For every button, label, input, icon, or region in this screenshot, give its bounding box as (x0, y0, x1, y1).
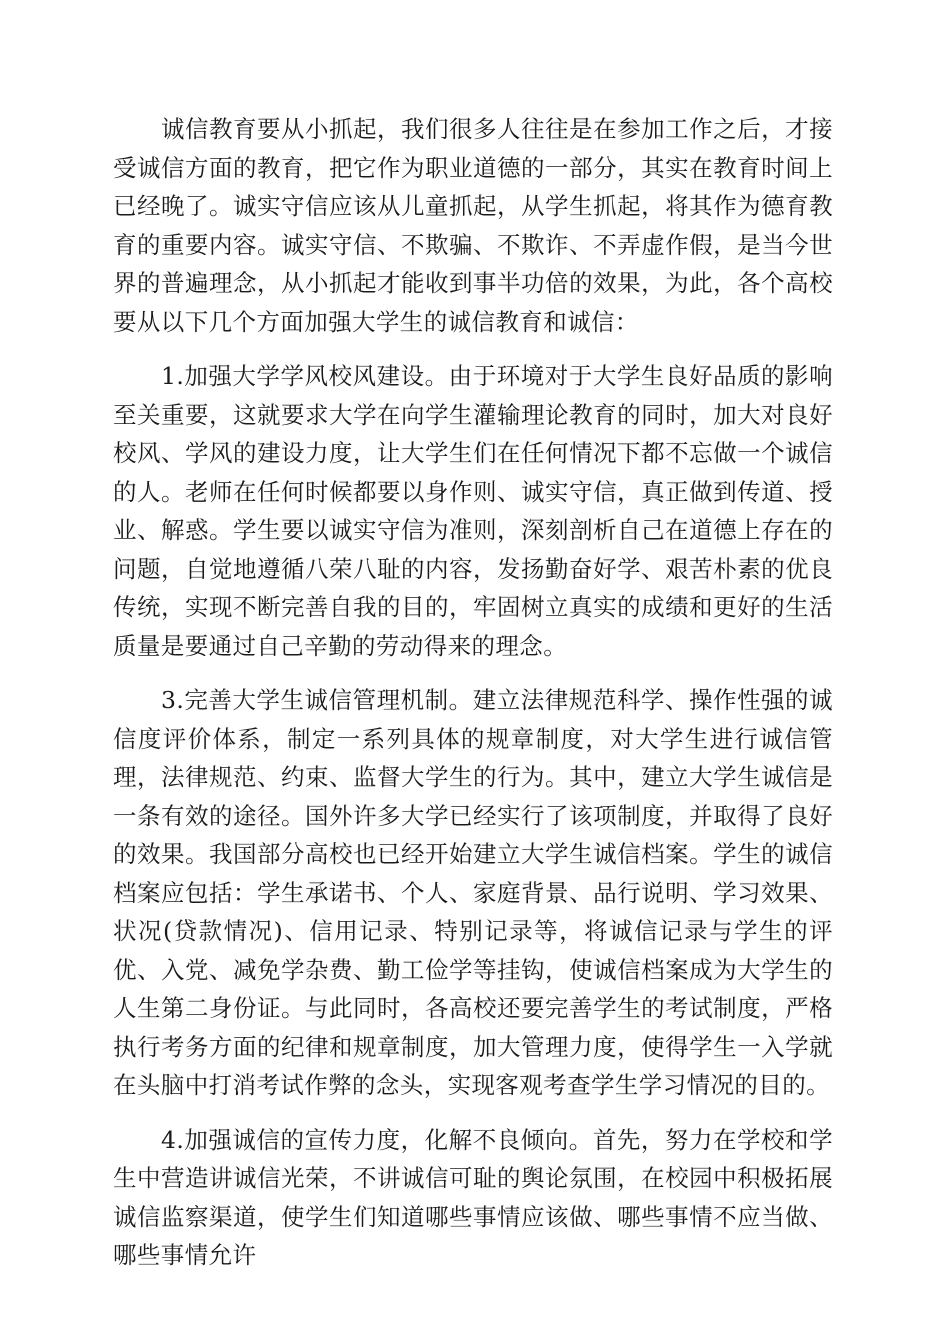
document-body (113, 110, 833, 1291)
paragraph-item-1: 1.加强大学学风校风建设。由于环境对于大学生良好品质的影响至关重要，这就要求大学在向学生灌输理论教育的同时，加大对良好校风、学风的建设力度，让大学生们在任何情况下都不忘做一个诚信的人。老师在任何时候都要以身作则、诚实守信，真正做到传道、授业、解惑。学生要以诚实守信为准则，深刻剖析自己在道德上存在的问题，自觉地遵循八荣八耻的内容，发扬勤奋好学、艰苦朴素的优良传统，实现不断完善自我的目的，牢固树立真实的成绩和更好的生活质量是要通过自己辛勤的劳动得来的理念。 (113, 362, 833, 660)
paragraph-intro: 诚信教育要从小抓起，我们很多人往往是在参加工作之后，才接受诚信方面的教育，把它作为职业道德的一部分，其实在教育时间上已经晚了。诚实守信应该从儿童抓起，从学生抓起，将其作为德育教育的重要内容。诚实守信、不欺骗、不欺诈、不弄虚作假，是当今世界的普遍理念，从小抓起才能收到事半功倍的效果，为此，各个高校要从以下几个方面加强大学生的诚信教育和诚信： (113, 115, 833, 336)
paragraph-item-3: 3.完善大学生诚信管理机制。建立法律规范科学、操作性强的诚信度评价体系，制定一系列具体的规章制度，对大学生进行诚信管理，法律规范、约束、监督大学生的行为。其中，建立大学生诚信是一条有效的途径。国外许多大学已经实行了该项制度，并取得了良好的效果。我国部分高校也已经开始建立大学生诚信档案。学生的诚信档案应包括：学生承诺书、个人、家庭背景、品行说明、学习效果、状况(贷款情况)、信用记录、特别记录等，将诚信记录与学生的评优、入党、减免学杂费、勤工俭学等挂钩，使诚信档案成为大学生的人生第二身份证。与此同时，各高校还要完善学生的考试制度，严格执行考务方面的纪律和规章制度，加大管理力度，使得学生一入学就在头脑中打消考试作弊的念头，实现客观考查学生学习情况的目的。 (113, 686, 833, 1099)
paragraph-item-4: 4.加强诚信的宣传力度，化解不良倾向。首先，努力在学校和学生中营造讲诚信光荣，不讲诚信可耻的舆论氛围，在校园中积极拓展诚信监察渠道，使学生们知道哪些事情应该做、哪些事情不应当做、哪些事情允许 (113, 1125, 833, 1269)
